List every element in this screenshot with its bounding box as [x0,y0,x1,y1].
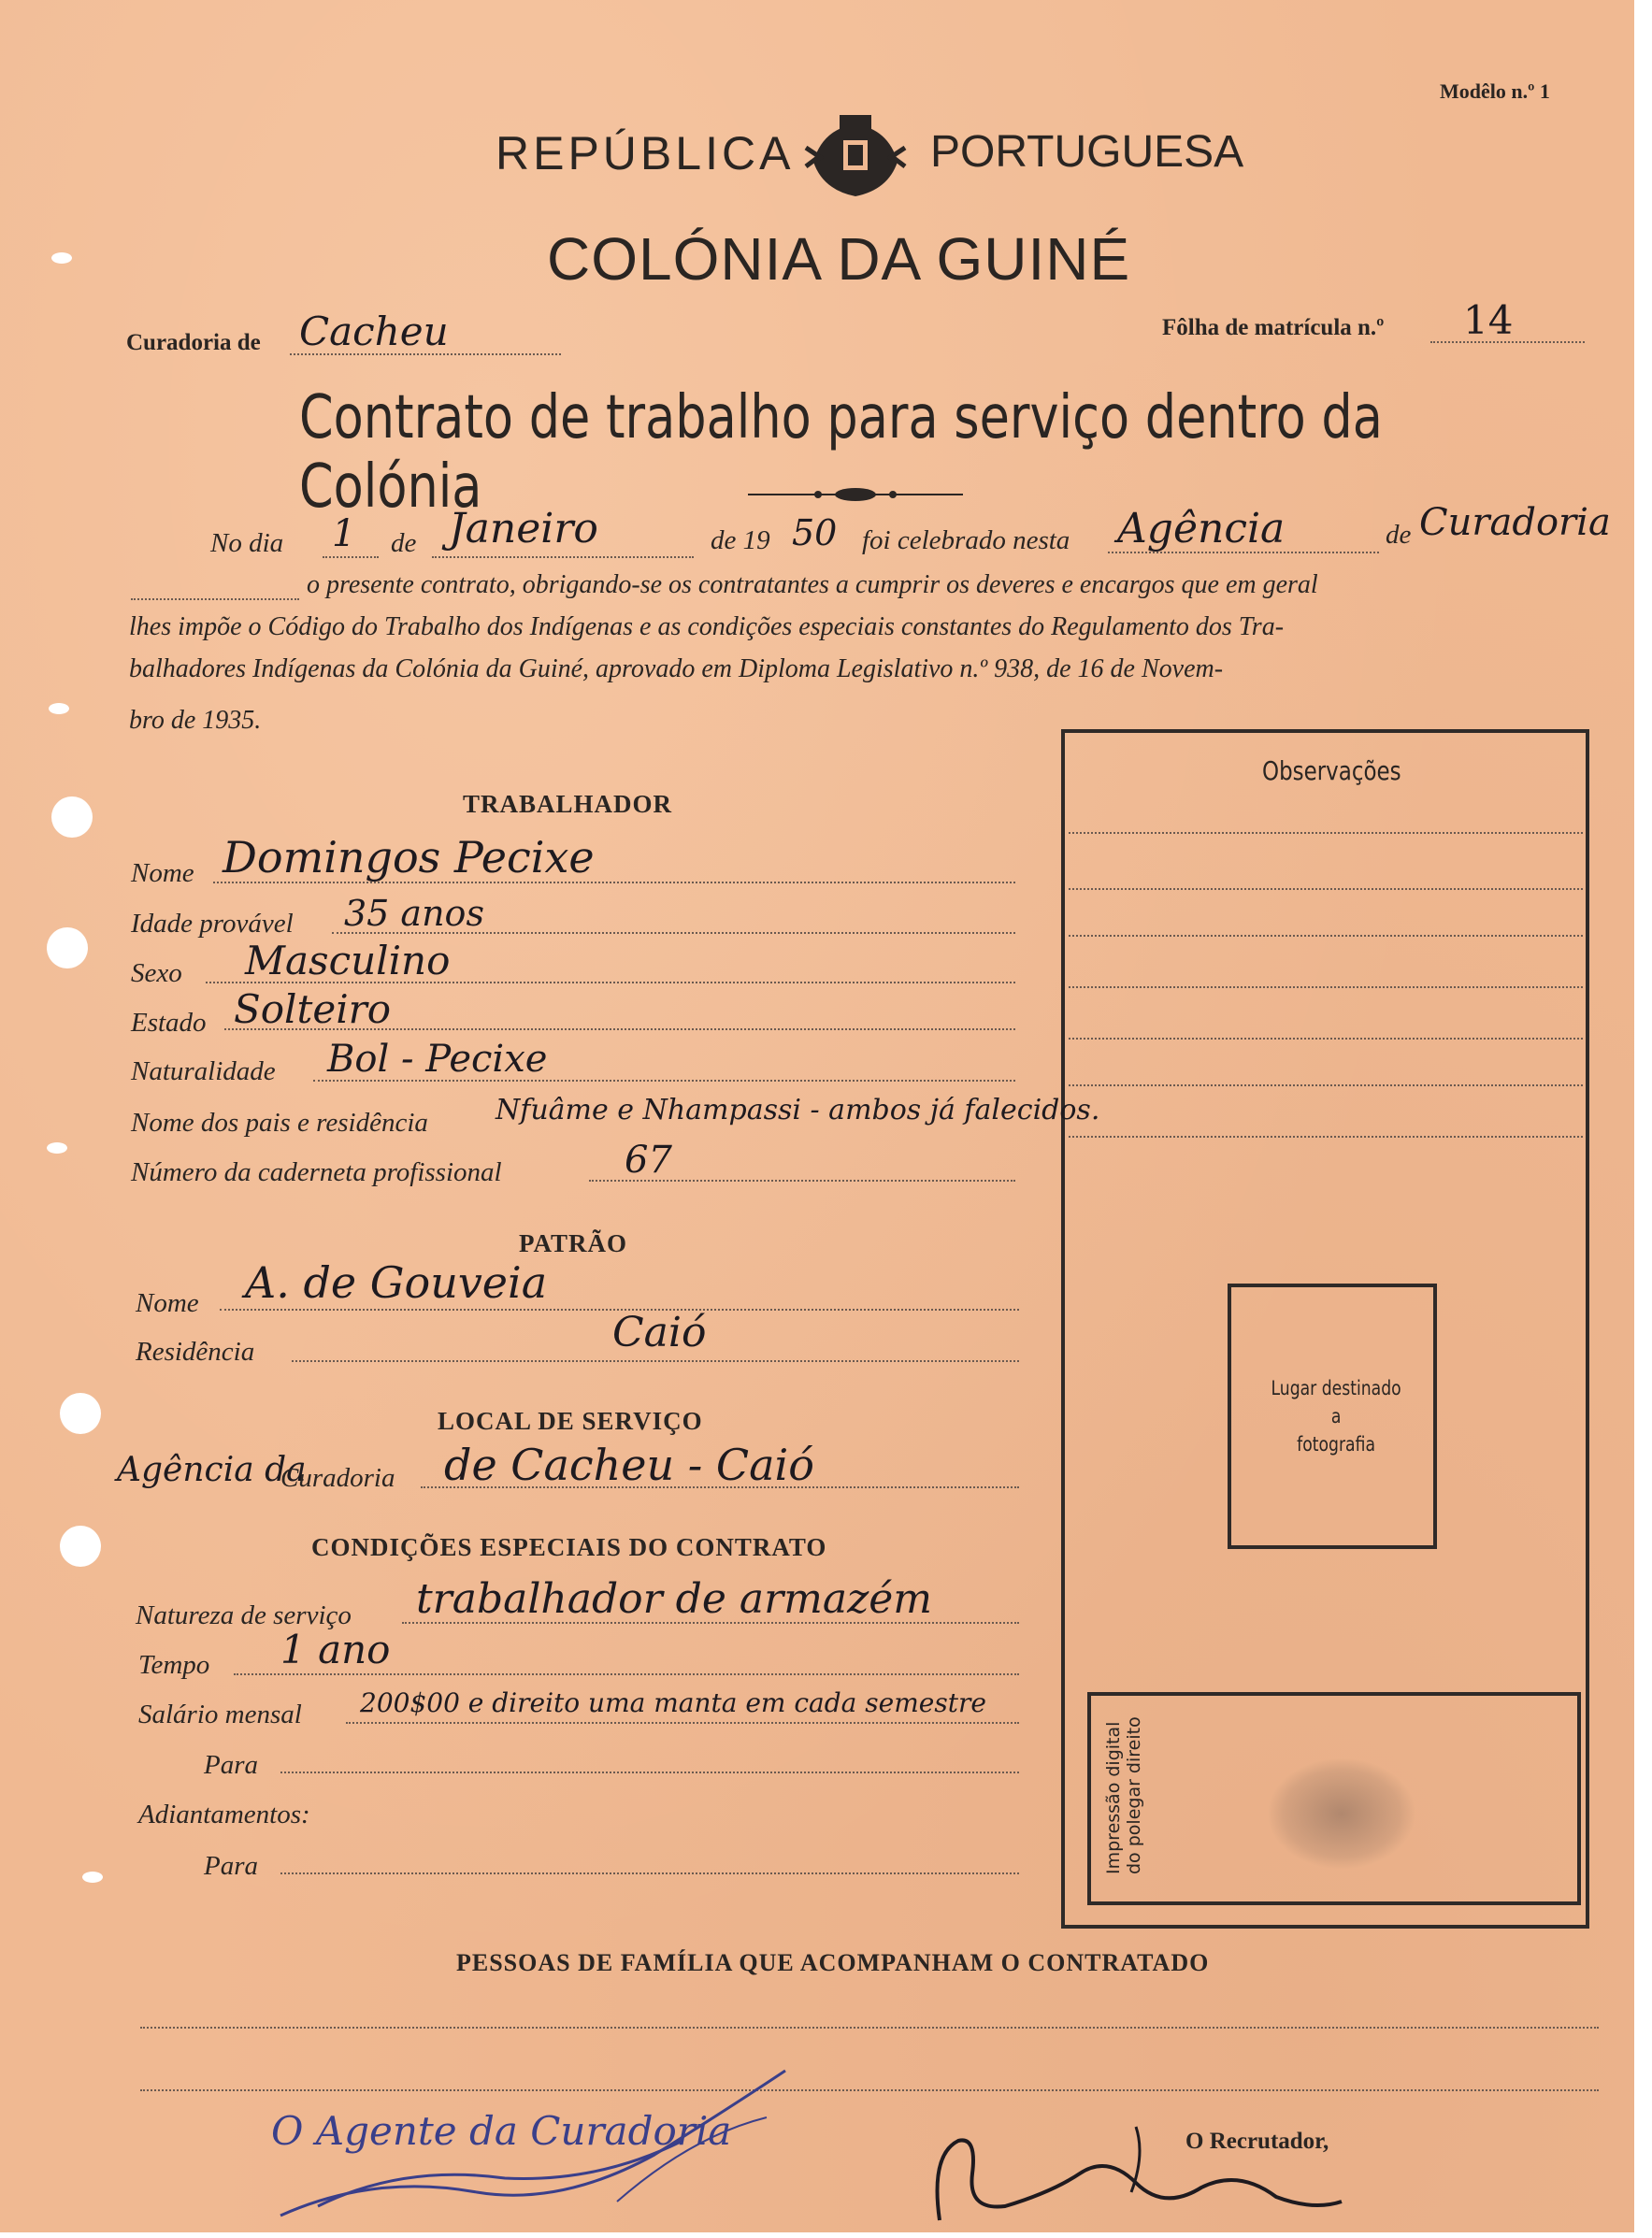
thumbprint-caption [1103,1687,1144,1874]
punch-hole [60,1393,101,1434]
model-number: Modêlo n.º 1 [1440,79,1550,103]
residencia-label: Residência [136,1337,255,1367]
folha-value: 14 [1463,297,1514,343]
residencia-value: Caió [612,1309,707,1356]
familia-title: PESSOAS DE FAMÍLIA QUE ACOMPANHAM O CONTRATADO [456,1949,1210,1976]
intro-year: 50 [792,512,838,553]
naturalidade-value: Bol - Pecixe [327,1038,548,1081]
punch-hole [51,796,93,838]
recrutador-signature [921,2117,1351,2225]
para1-label: Para [204,1750,258,1780]
curadoria-value: Cacheu [299,308,449,354]
edge-tear [47,1142,67,1154]
agent-signature-scribble [262,2052,823,2230]
observacoes-line [1069,888,1583,890]
tempo-underline [234,1673,1019,1675]
naturalidade-label: Naturalidade [131,1056,276,1086]
punch-hole [47,927,88,968]
edge-tear [49,703,69,714]
photo-caption-line3: fotografia [1297,1433,1376,1456]
coat-of-arms-icon [804,110,907,204]
curadoria-label: Curadoria de [126,330,261,355]
estado-label: Estado [131,1008,207,1038]
tempo-label: Tempo [138,1650,210,1680]
intro-month: Janeiro [449,505,598,552]
republic-left-text: REPÚBLICA [496,127,795,179]
intro-line5: bro de 1935. [129,706,262,735]
intro-no-dia: No dia [210,528,284,558]
local-curadoria-value: de Cacheu - Caió [444,1440,814,1490]
caderneta-value: 67 [625,1139,672,1182]
republic-right-text: PORTUGUESA [930,127,1244,177]
familia-line [140,2027,1599,2029]
local-title: LOCAL DE SERVIÇO [438,1407,703,1435]
intro-de2: de 19 [711,525,770,555]
contract-title: Contrato de trabalho para serviço dentro da Colónia [299,383,1383,522]
punch-hole [60,1526,101,1567]
observacoes-line [1069,986,1583,988]
photo-caption-line2: a [1330,1405,1342,1427]
intro-de1: de [391,528,417,558]
local-prefix-value: Agência da [117,1451,307,1489]
natureza-value: trabalhador de armazém [416,1575,933,1623]
para1-underline [280,1772,1019,1773]
patrao-nome-label: Nome [136,1288,199,1318]
observacoes-line [1069,832,1583,834]
salario-value: 200$00 e direito uma manta em cada semestre [360,1687,986,1718]
intro-celebrado: foi celebrado nesta [862,525,1070,555]
day-underline [323,556,379,558]
para2-label: Para [204,1851,258,1881]
pais-value: Nfuâme e Nhampassi - ambos já falecidos. [496,1094,1100,1126]
observacoes-title: Observações [1262,755,1401,786]
trabalhador-title: TRABALHADOR [463,790,673,818]
recrutador-label: O Recrutador, [1185,2129,1329,2154]
nome-label: Nome [131,858,194,888]
agent-signature-text: O Agente da Curadoria [271,2108,732,2154]
sexo-label: Sexo [131,958,182,988]
natureza-label: Natureza de serviço [136,1600,352,1630]
intro-day: 1 [332,512,356,555]
edge-tear [51,252,72,264]
intro-place: Agência [1117,505,1286,552]
ornament-divider [748,484,963,505]
residencia-underline [292,1360,1019,1362]
intro-line2: o presente contrato, obrigando-se os contratantes a cumprir os deveres e encargos que em geral [307,570,1318,599]
month-underline [432,556,694,558]
observacoes-line [1069,1084,1583,1086]
salario-underline [346,1722,1019,1724]
sexo-value: Masculino [245,938,451,983]
thumbprint-caption-line1: Impressão digital [1103,1721,1124,1874]
local-curadoria-label: Curadoria [280,1463,395,1493]
line2-underline [131,598,299,600]
idade-value: 35 anos [344,893,484,934]
photo-caption [1256,1374,1416,1458]
condicoes-title: CONDIÇÕES ESPECIAIS DO CONTRATO [311,1533,827,1561]
patrao-title: PATRÃO [519,1229,627,1257]
para2-underline [280,1872,1019,1874]
edge-tear [82,1872,103,1883]
tempo-value: 1 ano [280,1627,391,1672]
photo-caption-line1: Lugar destinado [1271,1377,1401,1399]
caderneta-label: Número da caderneta profissional [131,1157,502,1187]
patrao-nome-value: A. de Gouveia [245,1257,548,1308]
intro-de3: de [1386,520,1412,550]
thumbprint-caption-line2: do polegar direito [1124,1716,1144,1874]
intro-line4: balhadores Indígenas da Colónia da Guiné, aprovado em Diploma Legislativo n.º 938, de 16 de Novem- [129,654,1224,683]
pais-label: Nome dos pais e residência [131,1108,428,1138]
intro-line3: lhes impõe o Código do Trabalho dos Indígenas e as condições especiais constantes do Regulamento dos Tra- [129,612,1285,641]
thumbprint-mark [1267,1757,1416,1870]
observacoes-line [1069,1136,1583,1138]
intro-office: Curadoria [1419,501,1611,544]
nome-value: Domingos Pecixe [223,832,595,882]
colony-title: COLÓNIA DA GUINÉ [547,225,1131,293]
idade-label: Idade provável [131,909,294,939]
adiantamentos-label: Adiantamentos: [138,1800,310,1829]
salario-label: Salário mensal [138,1700,302,1729]
observacoes-line [1069,935,1583,937]
estado-value: Solteiro [234,986,392,1032]
folha-label: Fôlha de matrícula n.º [1162,315,1385,340]
observacoes-line [1069,1038,1583,1040]
